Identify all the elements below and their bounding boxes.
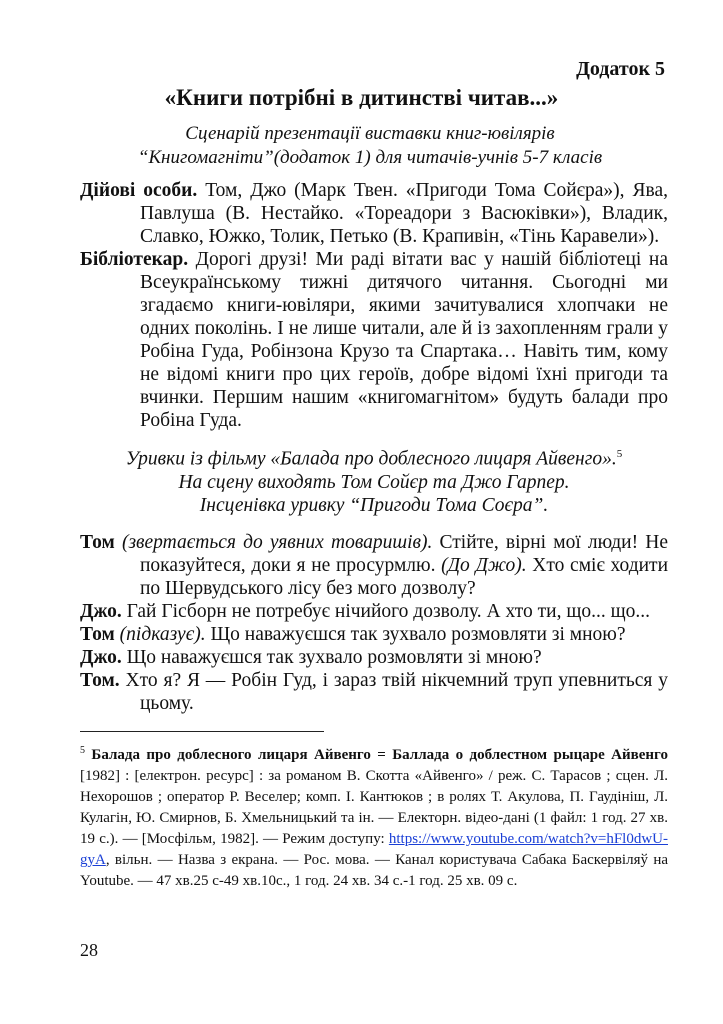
librarian-text: Дорогі друзі! Ми раді вітати вас у нашій бібліотеці на Всеукраїнському тижні дитячого читання. Сьогодні ми згадаємо книги-ювіляри, якими зачитувалися хлопчаки не одних поколінь. І не лише читали, але й із захопленням грали у Робіна Гуда, Робінзона Крузо та Спартака… Навіть тим, кому не відомі книги про цих героїв, добре відомі їхні пригоди та вчинки. Першим нашим «книгомагнітом» будуть балади про Робіна Гуда. bbox=[140, 249, 668, 431]
cast-speaker: Дійові особи. bbox=[80, 180, 198, 201]
dialog-text: Хто я? Я — Робін Гуд, і зараз твій нікчемний труп упевниться у цьому. bbox=[119, 670, 668, 714]
dialog-direction: (звертається до уявних товаришів). bbox=[114, 532, 433, 553]
dialog-text: Що наважуєшся так зухвало розмовляти зі мною? bbox=[205, 624, 626, 645]
librarian-paragraph bbox=[80, 248, 668, 432]
dialog-line bbox=[80, 531, 668, 600]
dialog-line bbox=[80, 600, 668, 623]
dialog-speaker: Том bbox=[80, 624, 115, 645]
subtitle-line-2: “Книгомагніти”(додаток 1) для читачів-учнів 5-7 класів bbox=[137, 147, 603, 168]
dialog-line bbox=[80, 646, 668, 669]
intro-block bbox=[80, 179, 668, 432]
dialog-speaker: Том. bbox=[80, 670, 120, 691]
dialog-speaker: Джо. bbox=[80, 601, 122, 622]
appendix-label: Додаток 5 bbox=[576, 58, 665, 80]
footnote-text-end: , вільн. — Назва з екрана. — Рос. мова. — Канал користувача Сабака Баскервіляў на Youtube. — 47 хв.25 с-49 хв.10с., 1 год. 24 хв. 34 с.-1 год. 25 хв. 09 с. bbox=[80, 852, 668, 889]
cast-text: Том, Джо (Марк Твен. «Пригоди Тома Сойєра»), Ява, Павлуша (В. Нестайко. «Тореадори з Васюківки»), Владик, Славко, Южко, Толик, Петько (В. Крапивін, «Тінь Каравели»). bbox=[140, 180, 668, 247]
subtitle bbox=[60, 122, 680, 170]
stage-directions bbox=[80, 443, 668, 517]
footnote-title: Балада про доблесного лицаря Айвенго = Баллада о доблестном рыцаре Айвенго bbox=[85, 747, 668, 763]
dialog-text: Стійте, вірні мої люди! Не показуйтеся, доки я не просурмлю. bbox=[140, 532, 668, 576]
dialog-line bbox=[80, 669, 668, 715]
librarian-speaker: Бібліотекар. bbox=[80, 249, 189, 270]
dialog-text: Хто сміє ходити по Шервудського лісу без мого дозволу? bbox=[140, 555, 669, 599]
footnote-link[interactable]: https://www.youtube.com/watch?v=hFl0dwU-gyA bbox=[80, 831, 668, 868]
dialog-text: Що наважуєшся так зухвало розмовляти зі мною? bbox=[121, 647, 542, 668]
page-title: «Книги потрібні в дитинстві читав...» bbox=[164, 85, 559, 110]
footnote-divider bbox=[80, 731, 324, 732]
dialog-line bbox=[80, 623, 668, 646]
dialog-speaker: Джо. bbox=[80, 647, 122, 668]
subtitle-line-1: Сценарій презентації виставки книг-ювілярів bbox=[185, 123, 555, 144]
page-number: 28 bbox=[80, 940, 98, 960]
stage-line-1 bbox=[80, 443, 668, 471]
stage-line-1-text: Уривки із фільму «Балада про доблесного лицаря Айвенго». bbox=[125, 448, 617, 470]
stage-line-3: Інсценівка уривку “Пригоди Тома Соєра”. bbox=[199, 494, 549, 516]
cast-paragraph bbox=[80, 179, 668, 248]
footnote-text: [1982] : [електрон. ресурс] : за романом В. Скотта «Айвенго» / реж. С. Тарасов ; сцен. Л. Нехорошов ; оператор Р. Веселер; комп. І. Кантюков ; в ролях Т. Акулова, П. Гаудініш, Л. Кулагін, Ю. Смирнов, Б. Хмельницький та ін. — Електорн. відео-дані (1 файл: 1 год. 27 хв. 19 с.). — [Мосфільм, 1982]. — Режим доступу: bbox=[80, 768, 668, 847]
dialog-direction: (До Джо). bbox=[435, 555, 527, 576]
dialog-block bbox=[80, 531, 668, 715]
dialog-text: Гай Гісборн не потребує нічийого дозволу. А хто ти, що... що... bbox=[121, 601, 650, 622]
dialog-speaker: Том bbox=[80, 532, 115, 553]
footnote-ref[interactable]: 5 bbox=[616, 448, 623, 460]
stage-line-2: На сцену виходять Том Сойєр та Джо Гарпер. bbox=[178, 471, 570, 493]
dialog-direction: (підказує). bbox=[114, 624, 206, 645]
footnote-number: 5 bbox=[80, 745, 85, 756]
footnote bbox=[80, 740, 668, 892]
